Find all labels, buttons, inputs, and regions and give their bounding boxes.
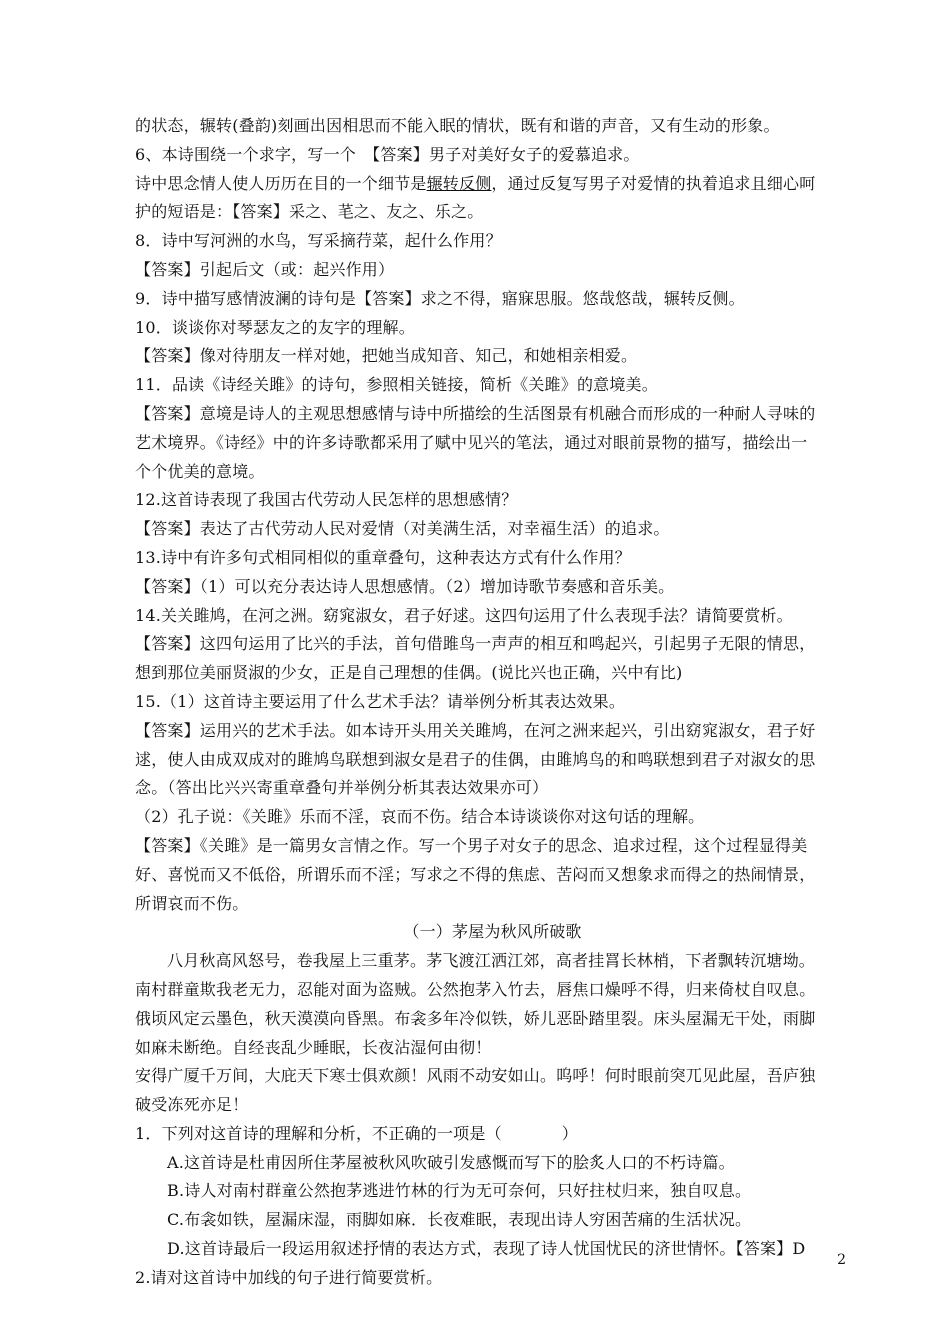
- poem-line: 八月秋高风怒号，卷我屋上三重茅。茅飞渡江洒江郊，高者挂罥长林梢，下者飘转沉塘坳。: [167, 951, 816, 971]
- text-line: 13.诗中有许多句式相同相似的重章叠句，这种表达方式有什么作用？: [135, 547, 631, 567]
- text-line: 11．品读《诗经关雎》的诗句，参照相关链接，简析《关雎》的意境美。: [135, 375, 658, 395]
- text-line: 9．诗中描写感情波澜的诗句是【答案】求之不得，寤寐思服。悠哉悠哉，辗转反侧。: [135, 288, 745, 308]
- text-line: 想到那位美丽贤淑的少女，正是自己理想的佳偶。(说比兴也正确，兴中有比): [135, 663, 683, 683]
- underlined-phrase: 辗转反侧: [426, 173, 492, 193]
- text-line: 8．诗中写河洲的水鸟，写采摘荇菜，起什么作用？: [135, 231, 502, 251]
- question-2: 2.请对这首诗中加线的句子进行简要赏析。: [135, 1267, 443, 1287]
- text-line: 【答案】引起后文（或：起兴作用）: [135, 259, 395, 279]
- text-line: 个个优美的意境。: [135, 461, 265, 481]
- text-line: 【答案】（1）可以充分表达诗人思想感情。（2）增加诗歌节奏感和音乐美。: [135, 576, 675, 596]
- question-text: 1．下列对这首诗的理解和分析，不正确的一项是（: [135, 1123, 502, 1143]
- text-line: [135, 170, 850, 199]
- option-d: D.这首诗最后一段运用叙述抒情的表达方式，表现了诗人忧国忧民的济世情怀。【答案】D: [167, 1239, 806, 1259]
- text-span: ，通过反复写男子对爱情的执着追求且细心呵: [491, 173, 816, 193]
- text-line: 护的短语是：【答案】采之、芼之、友之、乐之。: [135, 202, 484, 222]
- text-line: 【答案】这四句运用了比兴的手法，首句借雎鸟一声声的相互和鸣起兴，引起男子无限的情思，: [135, 634, 816, 654]
- text-line: 12.这首诗表现了我国古代劳动人民怎样的思想感情？: [135, 490, 518, 510]
- option-c: C.布衾如铁，屋漏床湿，雨脚如麻．长夜难眠，表现出诗人穷困苦痛的生活状况。: [167, 1210, 752, 1230]
- page-number: 2: [837, 1252, 846, 1268]
- option-b: B.诗人对南村群童公然抱茅逃进竹林的行为无可奈何，只好拄杖归来，独自叹息。: [167, 1181, 752, 1201]
- text-line: 【答案】意境是诗人的主观思想感情与诗中所描绘的生活图景有机融合而形成的一种耐人寻味的: [135, 403, 816, 423]
- text-line: 10．谈谈你对琴瑟友之的友字的理解。: [135, 317, 415, 337]
- text-line: 的状态，辗转(叠韵)刻画出因相思而不能入眠的情状，既有和谐的声音，又有生动的形象。: [135, 116, 780, 135]
- poem-line: 安得广厦千万间，大庇天下寒士俱欢颜！风雨不动安如山。呜呼！何时眼前突兀见此屋，吾庐独: [135, 1066, 816, 1086]
- text-span: 诗中思念情人使人历历在目的一个细节是: [135, 173, 427, 193]
- document-body: [135, 112, 850, 1293]
- text-line: 念。（答出比兴兴寄重章叠句并举例分析其表达效果亦可）: [135, 778, 549, 798]
- text-line: 逑，使人由成双成对的雎鸠鸟联想到淑女是君子的佳偶，由雎鸠鸟的和鸣联想到君子对淑女的思: [135, 749, 816, 769]
- question-1: [135, 1120, 850, 1149]
- poem-line: 破受冻死亦足！: [135, 1095, 249, 1115]
- poem-line: 南村群童欺我老无力，忍能对面为盗贼。公然抱茅入竹去，唇焦口燥呼不得，归来倚杖自叹息。: [135, 979, 816, 999]
- text-line: 【答案】运用兴的艺术手法。如本诗开头用关关雎鸠，在河之洲来起兴，引出窈窕淑女，君子好: [135, 720, 816, 740]
- text-line: 所谓哀而不伤。: [135, 893, 249, 913]
- question-text: ）: [561, 1123, 578, 1143]
- text-line: 【答案】像对待朋友一样对她，把她当成知音、知己，和她相亲相爱。: [135, 346, 638, 366]
- text-line: 【答案】表达了古代劳动人民对爱情（对美满生活，对幸福生活）的追求。: [135, 519, 670, 539]
- text-line: 15.（1）这首诗主要运用了什么艺术手法？请举例分析其表达效果。: [135, 691, 626, 711]
- poem-line: 如麻未断绝。自经丧乱少睡眠，长夜沾湿何由彻！: [135, 1037, 492, 1057]
- text-line: 14.关关雎鸠，在河之洲。窈窕淑女，君子好逑。这四句运用了什么表现手法？请简要赏析。: [135, 605, 793, 625]
- text-line: 6、本诗围绕一个求字，写一个 【答案】男子对美好女子的爱慕追求。: [135, 144, 640, 164]
- text-line: （2）孔子说：《关雎》乐而不淫，哀而不伤。结合本诗谈谈你对这句话的理解。: [135, 807, 705, 827]
- poem-line: 俄顷风定云墨色，秋天漠漠向昏黑。布衾多年冷似铁，娇儿恶卧踏里裂。床头屋漏无干处，雨脚: [135, 1008, 816, 1028]
- poem-title: （一）茅屋为秋风所破歌: [403, 922, 582, 942]
- option-a: A.这首诗是杜甫因所住茅屋被秋风吹破引发感慨而写下的脍炙人口的不朽诗篇。: [167, 1152, 735, 1172]
- text-line: 好、喜悦而又不低俗，所谓乐而不淫；写求之不得的焦虑、苦闷而又想象求而得之的热闹情景，: [135, 864, 816, 884]
- text-line: 艺术境界。《诗经》中的许多诗歌都采用了赋中见兴的笔法，通过对眼前景物的描写，描绘出一: [135, 432, 808, 452]
- text-line: 【答案】《关雎》是一篇男女言情之作。写一个男子对女子的思念、追求过程，这个过程显得美: [135, 835, 808, 855]
